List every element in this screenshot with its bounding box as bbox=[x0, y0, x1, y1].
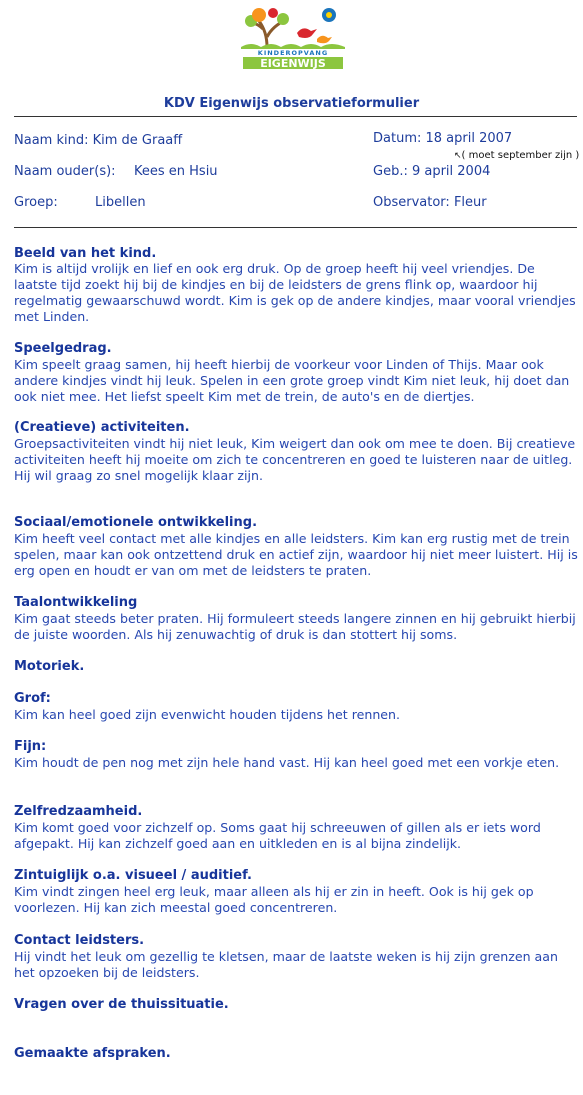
section-title-beeld: Beeld van het kind. bbox=[14, 246, 157, 261]
naam-kind: Naam kind: Kim de Graaff bbox=[14, 133, 183, 148]
logo-text-bottom: EIGENWIJS bbox=[260, 57, 326, 69]
logo-sun-center bbox=[326, 12, 332, 18]
section-text-sociaal: Kim heeft veel contact met alle kindjes en alle leidsters. Kim kan erg rustig met de trein spelen, maar kan ook ontzettend druk en actief zijn, waardoor hij niet meer luistert. Hij is erg open en houdt er van om met de leidsters te praten. bbox=[14, 531, 578, 578]
groep-label: Groep: bbox=[14, 195, 58, 210]
section-title-thuissituatie: Vragen over de thuissituatie. bbox=[14, 997, 229, 1012]
geboortedatum: Geb.: 9 april 2004 bbox=[373, 164, 491, 179]
datum: Datum: 18 april 2007 bbox=[373, 131, 513, 146]
section-title-taal: Taalontwikkeling bbox=[14, 595, 138, 610]
section-title-speelgedrag: Speelgedrag. bbox=[14, 341, 112, 356]
section-text-taal: Kim gaat steeds beter praten. Hij formuleert steeds langere zinnen en hij gebruikt hierbij de juiste woorden. Als hij zenuwachtig of druk is dan stottert hij soms. bbox=[14, 611, 576, 642]
section-title-afspraken: Gemaakte afspraken. bbox=[14, 1046, 171, 1061]
section-title-contact-leidsters: Contact leidsters. bbox=[14, 933, 145, 948]
section-text-grof: Kim kan heel goed zijn evenwicht houden tijdens het rennen. bbox=[14, 707, 401, 722]
section-text-zelfredzaamheid: Kim komt goed voor zichzelf op. Soms gaat hij schreeuwen of gillen als er iets word afgepakt. Hij kan zichzelf goed aan en uitkleden en is al bijna zindelijk. bbox=[14, 820, 541, 851]
logo-leaf bbox=[277, 13, 289, 25]
logo-leaf bbox=[268, 8, 278, 18]
logo-bird bbox=[317, 36, 332, 44]
kinderopvang-eigenwijs-logo bbox=[237, 3, 349, 69]
section-title-sociaal: Sociaal/emotionele ontwikkeling. bbox=[14, 515, 258, 530]
arrow-icon: ↖ bbox=[454, 151, 462, 161]
logo-bird bbox=[297, 28, 317, 38]
logo-leaf bbox=[252, 8, 266, 22]
section-title-fijn: Fijn: bbox=[14, 739, 47, 754]
section-text-activiteiten: Groepsactiviteiten vindt hij niet leuk, Kim weigert dan ook om mee te doen. Bij creatieve activiteiten heeft hij moeite om zich te concentreren en goed te luisteren naar de uitleg. Hij wil graag zo snel mogelijk klaar zijn. bbox=[14, 436, 576, 483]
naam-ouders-value: Kees en Hsiu bbox=[134, 164, 218, 179]
logo-tree bbox=[251, 21, 283, 47]
form-title: KDV Eigenwijs observatieformulier bbox=[163, 96, 420, 111]
section-text-zintuiglijk: Kim vindt zingen heel erg leuk, maar alleen als hij er zin in heeft. Ook is hij gek op voorlezen. Hij kan zich meestal goed concentreren. bbox=[14, 884, 534, 915]
section-title-grof: Grof: bbox=[14, 691, 51, 706]
observator: Observator: Fleur bbox=[373, 195, 487, 210]
section-title-motoriek: Motoriek. bbox=[14, 659, 85, 674]
section-text-fijn: Kim houdt de pen nog met zijn hele hand vast. Hij kan heel goed met een vorkje eten. bbox=[14, 755, 560, 770]
datum-correction-note bbox=[454, 150, 579, 161]
datum-note-text: ( moet september zijn ) bbox=[461, 150, 580, 161]
section-text-speelgedrag: Kim speelt graag samen, hij heeft hierbij de voorkeur voor Linden of Thijs. Maar ook andere kindjes vindt hij leuk. Spelen in een grote groep vindt Kim niet leuk, hij doet dan ook niet mee. Het liefst speelt Kim met de trein, de auto's en de diertjes. bbox=[14, 357, 570, 404]
section-title-zelfredzaamheid: Zelfredzaamheid. bbox=[14, 804, 143, 819]
groep-value: Libellen bbox=[95, 195, 146, 210]
section-text-contact-leidsters: Hij vindt het leuk om gezellig te kletsen, maar de laatste weken is hij zijn grenzen aan het opzoeken bij de leidsters. bbox=[14, 949, 558, 980]
section-title-activiteiten: (Creatieve) activiteiten. bbox=[14, 420, 190, 435]
naam-ouders-label: Naam ouder(s): bbox=[14, 164, 116, 179]
header-bottom-rule bbox=[14, 227, 577, 228]
header-top-rule bbox=[14, 116, 577, 117]
logo-text-top: KINDEROPVANG bbox=[257, 49, 329, 57]
section-title-zintuiglijk: Zintuiglijk o.a. visueel / auditief. bbox=[14, 868, 252, 883]
section-text-beeld: Kim is altijd vrolijk en lief en ook erg druk. Op de groep heeft hij veel vriendjes. De laatste tijd zoekt hij bij de kindjes en bij de leidsters de grens flink op, waardoor hij regelmatig gewaarschuwd wordt. Kim is gek op de andere kindjes, maar vooral vriendjes met Linden. bbox=[14, 261, 576, 324]
